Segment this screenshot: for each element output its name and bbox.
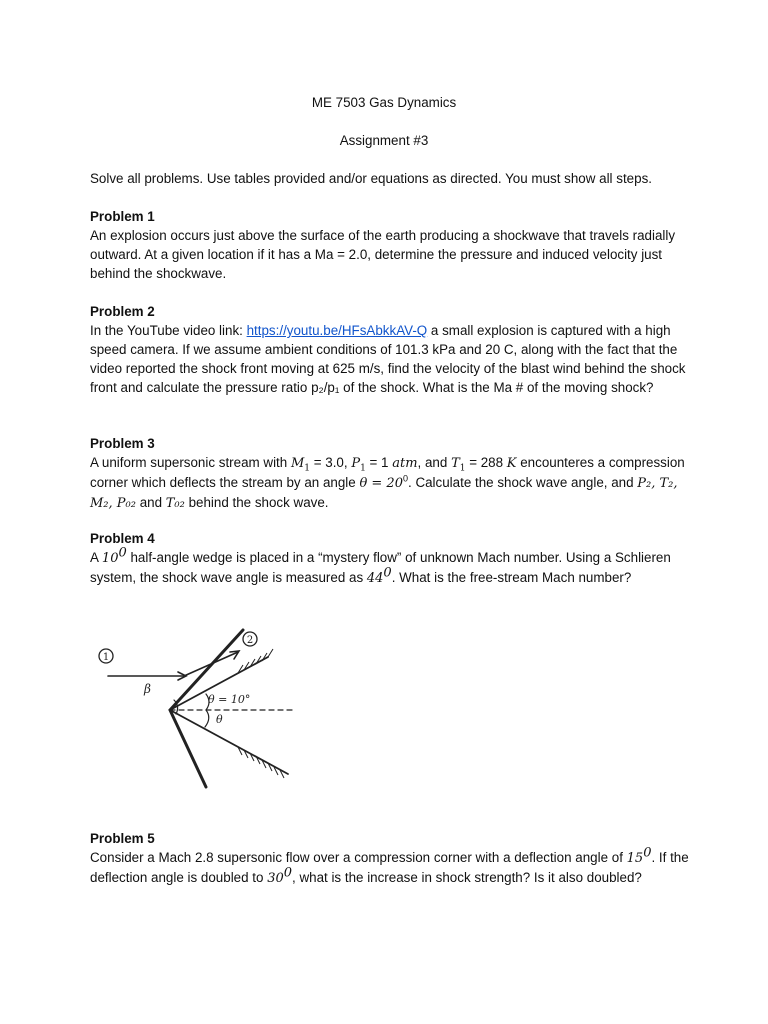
problem-2-heading: Problem 2 bbox=[90, 304, 155, 319]
beta-label: β bbox=[144, 682, 151, 696]
problem-4-heading: Problem 4 bbox=[90, 531, 155, 546]
problem-2-text-b: a small explosion is captured with a high speed camera. If we assume ambient conditions of 101.3 kPa and 20 C, along with the fact that the video reported the shock front moving at 625 m/s, find the velocity of the blast wind behind the shock front and calculate the pressure ratio p₂/p₁ of the shock. What is the Ma # of the moving shock? bbox=[90, 323, 686, 395]
m1-symbol: $M_1$ bbox=[290, 456, 310, 474]
problem-1-heading: Problem 1 bbox=[90, 209, 155, 224]
problem-2-text bbox=[90, 321, 690, 397]
problem-3-text: A uniform supersonic stream with $M_1 = 3.0$, $P_1 = 1$ atm, and $T_1 = 288$ K encounteres a compression corner which deflects the stream by an angle $\theta = 20^0$. Calculate the shock wave angle, and P₂, T₂, M₂, P₀₂ and T₀₂ behind the shock wave. bbox=[90, 455, 685, 511]
theta-arc-lower bbox=[205, 710, 209, 727]
assignment-title: Assignment #3 bbox=[339, 133, 429, 148]
t1-symbol: $T_1$ bbox=[451, 456, 466, 474]
problem-1-text: An explosion occurs just above the surface of the earth producing a shockwave that travels radially outward. At a given location if it has a Ma = 2.0, determine the pressure and induced velocity just behind the shockwave. bbox=[90, 228, 676, 281]
lower-wedge-surface bbox=[170, 710, 288, 774]
problem-2-text-a: In the YouTube video link: bbox=[90, 323, 247, 338]
instructions: Solve all problems. Use tables provided and/or equations as directed. You must show all steps. bbox=[90, 171, 652, 186]
state-variables: P₂, T₂, M₂, P₀₂ bbox=[90, 476, 678, 511]
problem-4-text: A $10^0$ half-angle wedge is placed in a “mystery flow” of unknown Mach number. Using a Schlieren system, the shock wave angle is measured as $44^0$. What is the free-stream Mach number? bbox=[90, 545, 671, 586]
wedge-shock-sketch bbox=[88, 622, 303, 792]
youtube-link[interactable]: https://youtu.be/HFsAbkkAV-Q bbox=[246, 323, 428, 338]
theta-label: θ bbox=[216, 713, 223, 726]
course-title: ME 7503 Gas Dynamics bbox=[311, 95, 457, 110]
problem-5 bbox=[90, 829, 690, 888]
p1-symbol: $P_1$ bbox=[351, 456, 366, 474]
wedge-shock-figure bbox=[88, 622, 303, 792]
problem-4 bbox=[90, 529, 690, 588]
problem-3-heading: Problem 3 bbox=[90, 436, 155, 451]
problem-5-text: Consider a Mach 2.8 supersonic flow over a compression corner with a deflection angle of $15^0$. If the deflection angle is doubled to $30^0$, what is the increase in shock strength? Is it also doubled? bbox=[90, 845, 689, 886]
problem-1 bbox=[90, 207, 690, 283]
problem-3 bbox=[90, 434, 690, 513]
region-2-label: 2 bbox=[246, 635, 254, 646]
deflected-flow-line bbox=[184, 652, 238, 676]
theta-10-label: θ = 10° bbox=[208, 693, 251, 706]
region-1-label: 1 bbox=[102, 652, 110, 663]
problem-2 bbox=[90, 302, 690, 397]
problem-5-heading: Problem 5 bbox=[90, 831, 155, 846]
